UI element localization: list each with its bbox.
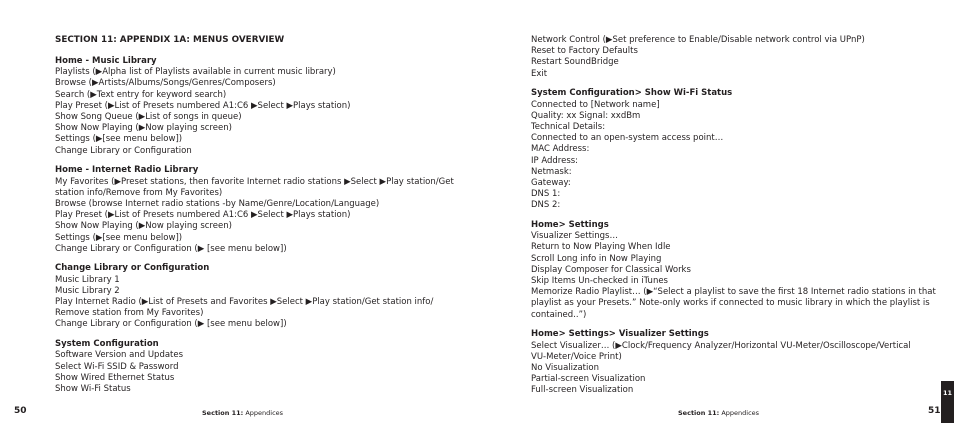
menu-line: Show Song Queue (▶List of songs in queue) — [55, 112, 242, 123]
menu-line: Select Wi-Fi SSID & Password — [55, 361, 179, 372]
menu-line: contained..”) — [531, 309, 587, 320]
menu-line: Browse (browse Internet radio stations -by Name/Genre/Location/Language) — [55, 198, 380, 209]
menu-line: playlist as your Presets.” Note-only works if connected to music library in which the playlist is — [531, 298, 930, 309]
menu-line: VU-Meter/Voice Print) — [531, 351, 622, 362]
menu-heading: Home - Internet Radio Library — [55, 165, 199, 176]
footer-section-label: Section 11: — [202, 409, 244, 417]
menu-heading: Home - Music Library — [55, 56, 157, 66]
menu-line: Display Composer for Classical Works — [531, 264, 691, 275]
menu-line: IP Address: — [531, 155, 579, 166]
menu-line: Visualizer Settings… — [531, 231, 618, 242]
section-title: SECTION 11: APPENDIX 1A: MENUS OVERVIEW — [55, 35, 285, 45]
menu-heading: Home> Settings — [531, 220, 609, 231]
menu-line: Show Now Playing (▶Now playing screen) — [55, 123, 232, 134]
menu-line: Network Control (▶Set preference to Enable/Disable network control via UPnP) — [531, 35, 865, 45]
menu-line: Search (▶Text entry for keyword search) — [55, 89, 227, 100]
menu-line: My Favorites (▶Preset stations, then favorite Internet radio stations ▶Select ▶Play station/Get — [55, 176, 454, 187]
menu-line: Playlists (▶Alpha list of Playlists available in current music library) — [55, 67, 336, 78]
menu-line: Settings (▶[see menu below]) — [55, 134, 183, 145]
menu-heading: System Configuration — [55, 339, 159, 350]
menu-line: Remove station from My Favorites) — [55, 308, 204, 319]
footer-section-name: Appendices — [719, 409, 760, 417]
menu-line: Full-screen Visualization — [531, 385, 634, 396]
menu-line: Connected to [Network name] — [531, 99, 660, 110]
menu-line: DNS 2: — [531, 200, 561, 211]
menu-line: Change Library or Configuration — [55, 145, 192, 156]
right-page-content — [531, 35, 936, 397]
chapter-tab — [941, 381, 954, 423]
footer-left — [202, 409, 283, 417]
menu-line: Quality: xx Signal: xxdBm — [531, 110, 641, 121]
chapter-tab-label: 11 — [942, 389, 953, 397]
menu-line: Show Wired Ethernet Status — [55, 372, 175, 383]
page-number-left: 50 — [14, 406, 27, 416]
menu-line: Memorize Radio Playlist… (▶“Select a playlist to save the first 18 Internet radio stations in that — [531, 287, 936, 298]
left-page-content — [55, 56, 475, 395]
menu-line: Scroll Long info in Now Playing — [531, 253, 662, 264]
menu-line: Partial-screen Visualization — [531, 374, 646, 385]
footer-right — [678, 409, 759, 417]
menu-line: DNS 1: — [531, 189, 561, 200]
menu-line: Gateway: — [531, 177, 571, 188]
footer-section-name: Appendices — [243, 409, 284, 417]
menu-line: station info/Remove from My Favorites) — [55, 187, 223, 198]
menu-line: MAC Address: — [531, 144, 590, 155]
menu-heading: Change Library or Configuration — [55, 263, 210, 274]
menu-heading: Home> Settings> Visualizer Settings — [531, 329, 709, 340]
menu-line: Play Preset (▶List of Presets numbered A1:C6 ▶Select ▶Plays station) — [55, 100, 351, 111]
menu-line: Play Internet Radio (▶List of Presets and Favorites ▶Select ▶Play station/Get station info/ — [55, 297, 434, 308]
menu-line: Netmask: — [531, 166, 572, 177]
menu-line: Select Visualizer… (▶Clock/Frequency Analyzer/Horizontal VU-Meter/Oscilloscope/Vertical — [531, 340, 911, 351]
menu-line: Reset to Factory Defaults — [531, 46, 638, 57]
menu-line: Settings (▶[see menu below]) — [55, 232, 183, 243]
menu-line: Skip Items Un-checked in iTunes — [531, 276, 668, 287]
menu-line: Show Now Playing (▶Now playing screen) — [55, 221, 232, 232]
menu-line: Change Library or Configuration (▶ [see menu below]) — [55, 319, 287, 330]
menu-line: Play Preset (▶List of Presets numbered A1:C6 ▶Select ▶Plays station) — [55, 210, 351, 221]
page-number-right: 51 — [928, 406, 941, 416]
footer-section-label: Section 11: — [678, 409, 720, 417]
menu-line: Music Library 1 — [55, 274, 120, 285]
menu-line: Browse (▶Artists/Albums/Songs/Genres/Composers) — [55, 78, 276, 89]
menu-line: Change Library or Configuration (▶ [see menu below]) — [55, 243, 287, 254]
menu-line: Software Version and Updates — [55, 350, 184, 361]
menu-heading: System Configuration> Show Wi-Fi Status — [531, 88, 733, 99]
menu-line: Music Library 2 — [55, 285, 120, 296]
menu-line: Return to Now Playing When Idle — [531, 242, 671, 253]
menu-line: Technical Details: — [531, 121, 606, 132]
menu-line: Connected to an open-system access point… — [531, 133, 724, 144]
menu-line: Restart SoundBridge — [531, 57, 619, 68]
menu-line: No Visualization — [531, 362, 599, 373]
menu-line: Exit — [531, 68, 548, 79]
menu-line: Show Wi-Fi Status — [55, 383, 131, 394]
